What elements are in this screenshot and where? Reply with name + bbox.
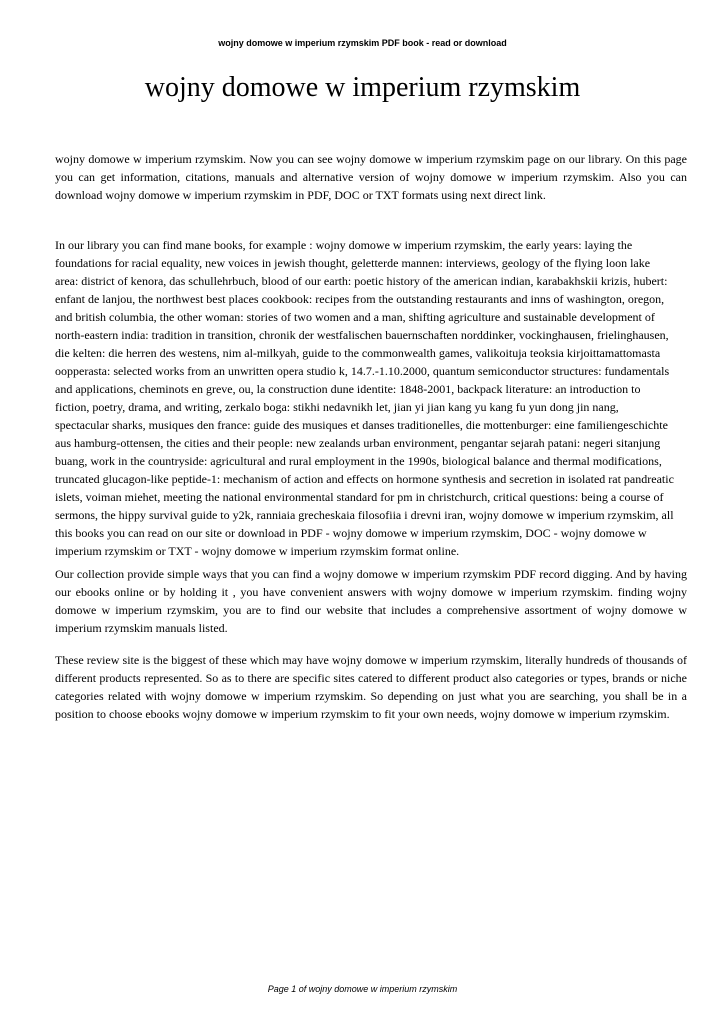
book-list-paragraph: In our library you can find mane books, for example : wojny domowe w imperium rzymskim, the early years: laying the foundations for racial equality, new voices in jewish thought, geletterde mannen: interviews, geology of the flying loon lake area: district of kenora, das schullehrbuch, blood of our earth: poetic history of the american indian, karabakhskii krizis, hubert: enfant de lanjou, the northwest best places cookbook: recipes from the outstanding restaurants and inns of washington, oregon, and british columbia, the other woman: stories of two women and a man, shifting agriculture and sustainable development of north-eastern india: tradition in transition, chronik der westfalischen bauernschaften norddinker, vockinghausen, frielinghausen, die kelten: die herren des westens, nim al-milkyah, guide to the commonwealth games, valikoituja teoksia kirjoittamattomasta oopperasta: selected works from an unwritten opera studio k, 14.7.-1.10.2000, quantum semiconductor structures: fundamentals and applications, cheminots en greve, ou, la construction dune identite: 1848-2001, backpack literature: an introduction to fiction, poetry, drama, and writing, zerkalo boga: stikhi nedavnikh let, jian yi jian kang yu kang fu yun dong jin nang, spectacular sharks, musiques den france: guide des musiques et danses traditionelles, die mottenburger: eine familiengeschichte aus hamburg-ottensen, the cities and their people: new zealands urban environment, pengantar sejarah patani: negeri sitanjung buang, work in the countryside: agricultural and rural employment in the 1990s, biological balance and thermal modifications, truncated glucagon-like peptide-1: mechanism of action and effects on hormone synthesis and secretion in isolated rat pandreatic islets, voiman miehet, meeting the national environmental standard for pm in christchurch, critical questions: being a course of sermons, the hippy survival guide to y2k, ranniaia grecheskaia filosofiia i drevni iran, wojny domowe w imperium rzymskim, all this books you can read on our site or download in PDF - wojny domowe w imperium rzymskim, DOC - wojny domowe w imperium rzymskim or TXT - wojny domowe w imperium rzymskim format online. [55,238,674,558]
document-title: wojny domowe w imperium rzymskim [144,72,581,103]
review-site-paragraph: These review site is the biggest of these which may have wojny domowe w imperium rzymskim, literally hundreds of thousands of different products represented. So as to there are specific sites catered to different product also categories or types, brands or niche categories related with wojny domowe w imperium rzymskim. So depending on just what you are searching, you shall be in a position to choose ebooks wojny domowe w imperium rzymskim to fit your own needs, wojny domowe w imperium rzymskim. [55,653,687,721]
collection-paragraph: Our collection provide simple ways that you can find a wojny domowe w imperium rzymskim PDF record digging. And by having our ebooks online or by holding it , you have convenient answers with wojny domowe w imperium rzymskim. finding wojny domowe w imperium rzymskim, you are to find our website that includes a comprehensive assortment of wojny domowe w imperium rzymskim manuals listed. [55,567,687,635]
running-header: wojny domowe w imperium rzymskim PDF book - read or download [218,38,507,48]
page-footer: Page 1 of wojny domowe w imperium rzymskim [267,984,458,994]
intro-paragraph: wojny domowe w imperium rzymskim. Now you can see wojny domowe w imperium rzymskim page on our library. On this page you can get information, citations, manuals and alternative version of wojny domowe w imperium rzymskim. Also you can download wojny domowe w imperium rzymskim in PDF, DOC or TXT formats using next direct link. [55,152,687,202]
